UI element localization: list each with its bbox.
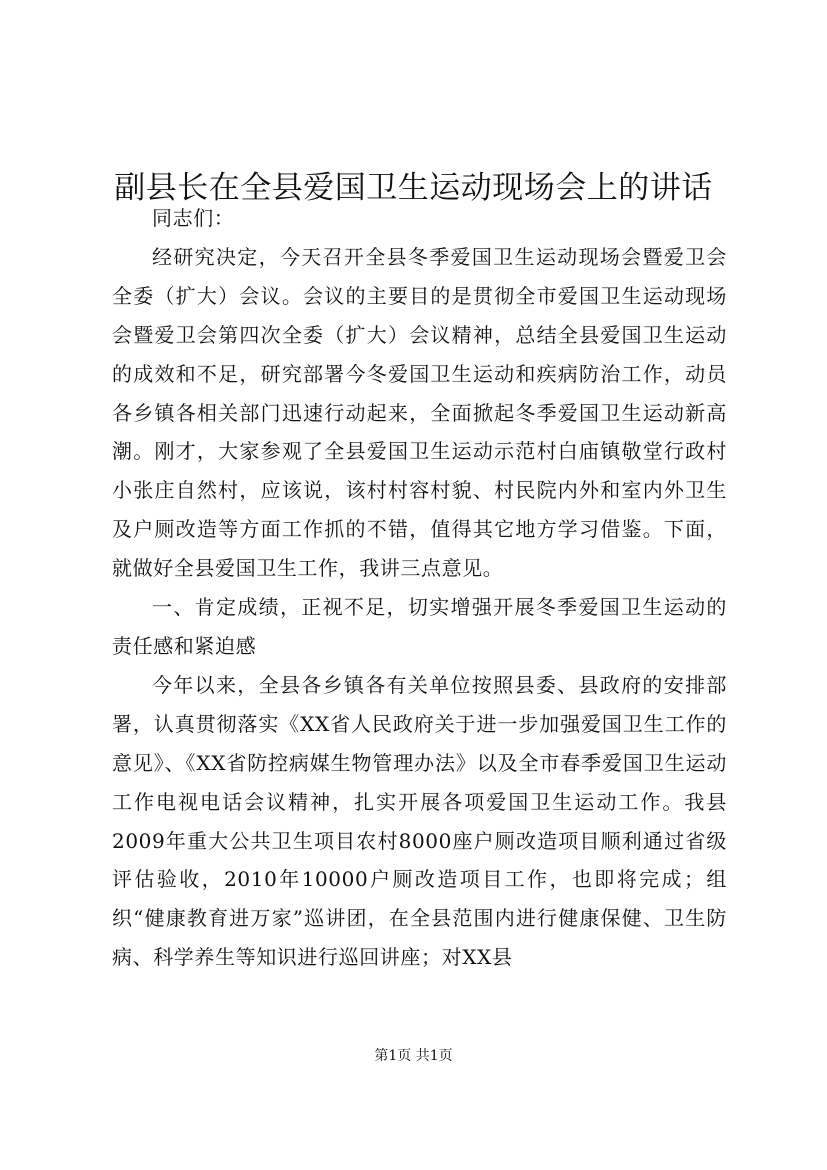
page-footer: 第1页 共1页 bbox=[374, 1048, 453, 1064]
greeting: 同志们： bbox=[152, 206, 235, 230]
document-body bbox=[112, 199, 727, 977]
document-title: 副县长在全县爱国卫生运动现场会上的讲话 bbox=[114, 169, 713, 206]
section-heading: 一、肯定成绩，正视不足，切实增强开展冬季爱国卫生运动的责任感和紧迫感 bbox=[112, 595, 727, 658]
body-paragraph: 经研究决定，今天召开全县冬季爱国卫生运动现场会暨爱卫会全委（扩大）会议。会议的主要目的是贯彻全市爱国卫生运动现场会暨爱卫会第四次全委（扩大）会议精神，总结全县爱国卫生运动的成效和不足，研究部署今冬爱国卫生运动和疾病防治工作，动员各乡镇各相关部门迅速行动起来，全面掀起冬季爱国卫生运动新高潮。刚才，大家参观了全县爱国卫生运动示范村白庙镇敬堂行政村小张庄自然村，应该说，该村村容村貌、村民院内外和室内外卫生及户厕改造等方面工作抓的不错，值得其它地方学习借鉴。下面，就做好全县爱国卫生工作，我讲三点意见。 bbox=[112, 244, 727, 581]
body-paragraph: 今年以来，全县各乡镇各有关单位按照县委、县政府的安排部署，认真贯彻落实《XX省人民政府关于进一步加强爱国卫生工作的意见》、《XX省防控病媒生物管理办法》以及全市春季爱国卫生运动工作电视电话会议精神，扎实开展各项爱国卫生运动工作。我县2009年重大公共卫生项目农村8000座户厕改造项目顺利通过省级评估验收，2010年10000户厕改造项目工作，也即将完成；组织“健康教育进万家”巡讲团，在全县范围内进行健康保健、卫生防病、科学养生等知识进行巡回讲座；对XX县 bbox=[112, 672, 727, 970]
